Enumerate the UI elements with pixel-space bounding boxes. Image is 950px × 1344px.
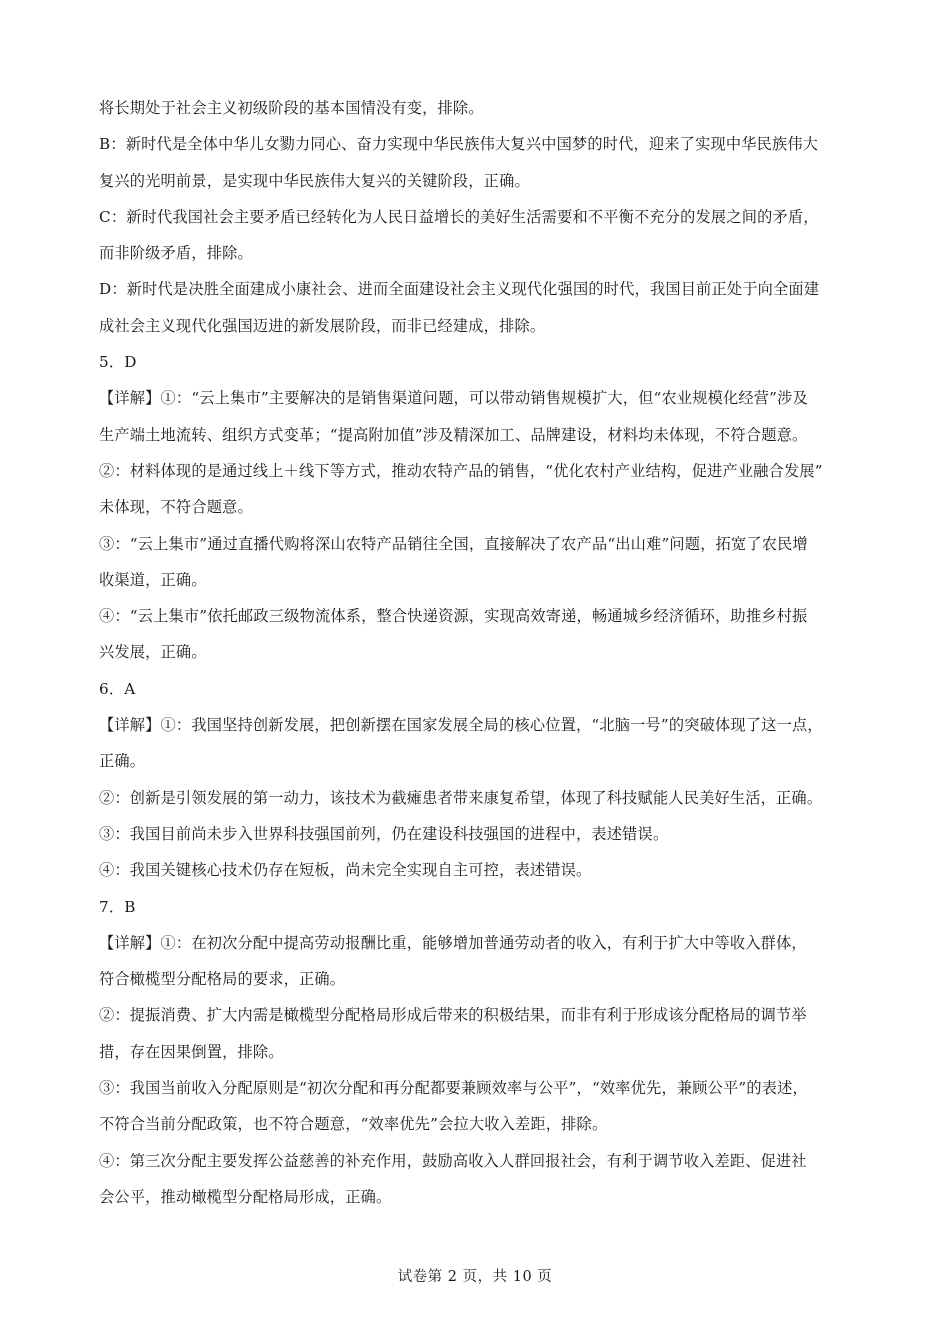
question-number: 7．B xyxy=(99,897,136,916)
text-line: 兴发展，正确。 xyxy=(99,643,207,662)
text-line: 【详解】①：我国坚持创新发展，把创新摆在国家发展全局的核心位置，“北脑一号”的突破体现了这一点， xyxy=(99,716,823,735)
page-footer: 试卷第 2 页，共 10 页 xyxy=(397,1269,553,1285)
text-line: ②：创新是引领发展的第一动力，该技术为截瘫患者带来康复希望，体现了科技赋能人民美好生活，正确。 xyxy=(99,788,823,807)
text-line: 收渠道，正确。 xyxy=(99,570,207,589)
text-line: 【详解】①：“云上集市”主要解决的是销售渠道问题，可以带动销售规模扩大，但“农业规模化经营”涉及 xyxy=(99,389,808,408)
text-line: 正确。 xyxy=(99,752,146,771)
text-line: 生产端土地流转、组织方式变革；“提高附加值”涉及精深加工、品牌建设，材料均未体现，不符合题意。 xyxy=(99,425,808,444)
text-line: ③：“云上集市”通过直播代购将深山农特产品销往全国，直接解决了农产品“出山难”问题，拓宽了农民增 xyxy=(99,534,808,553)
text-line: 而非阶级矛盾，排除。 xyxy=(99,244,253,263)
text-line: C：新时代我国社会主要矛盾已经转化为人民日益增长的美好生活需要和不平衡不充分的发展之间的矛盾， xyxy=(99,207,819,226)
text-line: ②：材料体现的是通过线上＋线下等方式，推动农特产品的销售，“优化农村产业结构，促进产业融合发展” xyxy=(99,461,823,480)
question-number: 5．D xyxy=(99,353,137,372)
question-number: 6．A xyxy=(99,679,136,698)
text-line: ③：我国目前尚未步入世界科技强国前列，仍在建设科技强国的进程中，表述错误。 xyxy=(99,824,669,843)
text-line: 将长期处于社会主义初级阶段的基本国情没有变，排除。 xyxy=(99,99,484,117)
text-line: D：新时代是决胜全面建成小康社会、进而全面建设社会主义现代化强国的时代，我国目前正处于向全面建 xyxy=(99,280,820,299)
text-line: 符合橄榄型分配格局的要求，正确。 xyxy=(99,970,346,989)
text-line: B：新时代是全体中华儿女勠力同心、奋力实现中华民族伟大复兴中国梦的时代，迎来了实现中华民族伟大 xyxy=(99,135,819,154)
text-line: ④：我国关键核心技术仍存在短板，尚未完全实现自主可控，表述错误。 xyxy=(99,861,592,880)
text-line: 成社会主义现代化强国迈进的新发展阶段，而非已经建成，排除。 xyxy=(99,316,546,335)
text-line: 会公平，推动橄榄型分配格局形成，正确。 xyxy=(99,1187,392,1206)
text-line: ②：提振消费、扩大内需是橄榄型分配格局形成后带来的积极结果，而非有利于形成该分配格局的调节举 xyxy=(99,1006,807,1025)
text-line: 不符合当前分配政策，也不符合题意，“效率优先”会拉大收入差距，排除。 xyxy=(99,1115,608,1134)
text-line: ③：我国当前收入分配原则是“初次分配和再分配都要兼顾效率与公平”，“效率优先，兼顾公平”的表述， xyxy=(99,1079,808,1098)
document-body xyxy=(99,90,869,1215)
text-line: 未体现，不符合题意。 xyxy=(99,498,253,517)
text-line: ④：第三次分配主要发挥公益慈善的补充作用，鼓励高收入人群回报社会，有利于调节收入差距、促进社 xyxy=(99,1151,807,1170)
text-line: 【详解】①：在初次分配中提高劳动报酬比重，能够增加普通劳动者的收入，有利于扩大中等收入群体， xyxy=(99,933,807,952)
text-line: 复兴的光明前景，是实现中华民族伟大复兴的关键阶段，正确。 xyxy=(99,171,530,190)
text-line: ④：“云上集市”依托邮政三级物流体系，整合快递资源，实现高效寄递，畅通城乡经济循环，助推乡村振 xyxy=(99,607,808,626)
text-line: 措，存在因果倒置，排除。 xyxy=(99,1042,284,1061)
